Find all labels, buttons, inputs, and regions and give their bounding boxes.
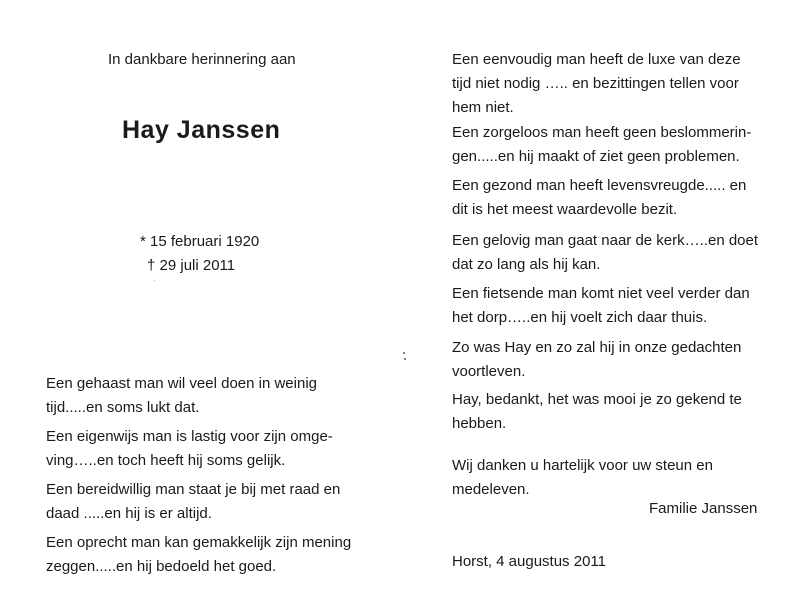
stanza bbox=[452, 454, 713, 502]
stanza bbox=[452, 174, 746, 222]
stanza-line: dit is het meest waardevolle bezit. bbox=[452, 201, 678, 218]
stanza-line: dat zo lang als hij kan. bbox=[452, 256, 601, 273]
right-panel bbox=[402, 0, 802, 608]
place-and-date: Horst, 4 augustus 2011 bbox=[452, 553, 606, 570]
stanza-line: zeggen.....en hij bedoeld het goed. bbox=[46, 558, 277, 575]
stanza-line: Een eenvoudig man heeft de luxe van deze bbox=[452, 51, 741, 68]
stanza-line: Een gelovig man gaat naar de kerk…..en doet bbox=[452, 232, 759, 249]
stanza bbox=[46, 531, 351, 579]
stanza bbox=[452, 121, 751, 169]
stanza-line: het dorp…..en hij voelt zich daar thuis. bbox=[452, 309, 708, 326]
stanza-line: gen.....en hij maakt of ziet geen problemen. bbox=[452, 148, 740, 165]
stanza bbox=[452, 229, 758, 277]
stanza-line: daad .....en hij is er altijd. bbox=[46, 505, 212, 522]
stanza-line: Een gehaast man wil veel doen in weinig bbox=[46, 375, 318, 392]
stanza-line: ving…..en toch heeft hij soms gelijk. bbox=[46, 452, 286, 469]
stanza-line: Een fietsende man komt niet veel verder dan bbox=[452, 285, 750, 302]
stanza-line: medeleven. bbox=[452, 481, 530, 498]
stanza-line: tijd niet nodig ….. en bezittingen tellen voor bbox=[452, 75, 739, 92]
stanza bbox=[46, 478, 340, 526]
stanza-line: tijd.....en soms lukt dat. bbox=[46, 399, 200, 416]
stanza bbox=[46, 372, 317, 420]
stanza-line: hem niet. bbox=[452, 99, 514, 116]
paper-speck bbox=[154, 280, 155, 281]
stanza bbox=[452, 48, 741, 120]
stanza-line: Een gezond man heeft levensvreugde..... en bbox=[452, 177, 747, 194]
stanza-line: Een bereidwillig man staat je bij met raad en bbox=[46, 481, 341, 498]
stanza bbox=[452, 282, 750, 330]
signature: Familie Janssen bbox=[649, 500, 758, 517]
stanza bbox=[452, 388, 742, 436]
stanza-line: hebben. bbox=[452, 415, 507, 432]
stanza-line: Wij danken u hartelijk voor uw steun en bbox=[452, 457, 713, 474]
stanza-line: voortleven. bbox=[452, 363, 526, 380]
stanza-line: Een eigenwijs man is lastig voor zijn omge- bbox=[46, 428, 333, 445]
stanza bbox=[46, 425, 333, 473]
stanza-line: Hay, bedankt, het was mooi je zo gekend te bbox=[452, 391, 742, 408]
stanza-line: Een zorgeloos man heeft geen beslommerin- bbox=[452, 124, 752, 141]
stanza-line: Een oprecht man kan gemakkelijk zijn mening bbox=[46, 534, 352, 551]
death-date: † 29 juli 2011 bbox=[147, 257, 236, 274]
stanza-line: Zo was Hay en zo zal hij in onze gedachten bbox=[452, 339, 742, 356]
birth-date: * 15 februari 1920 bbox=[140, 233, 260, 250]
intro-text: In dankbare herinnering aan bbox=[108, 51, 296, 68]
stanza bbox=[452, 336, 741, 384]
deceased-name: Hay Janssen bbox=[122, 116, 281, 144]
